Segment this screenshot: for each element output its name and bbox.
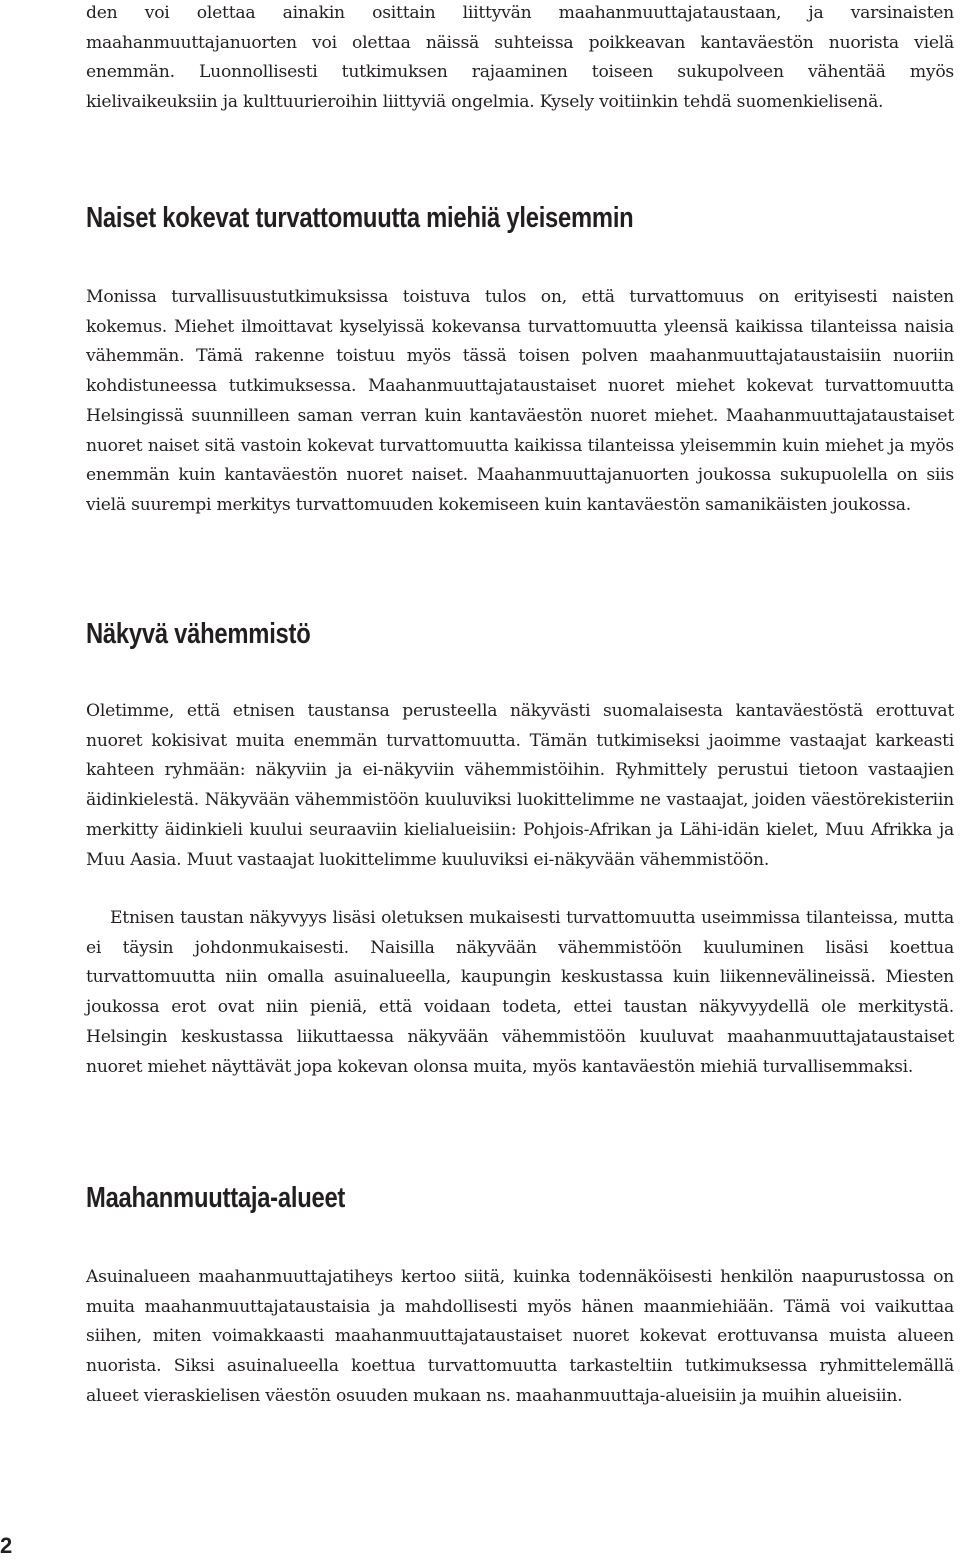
intro-paragraph: den voi olettaa ainakin osittain liittyvän maahanmuuttajataustaan, ja varsinaisten maahanmuuttajanuorten voi olettaa näissä suhteissa poikkeavan kantaväestön nuorista vielä enemmän. Luonnollisesti tutkimuksen rajaaminen toiseen sukupolveen vähentää myös kielivaikeuksiin ja kulttuurieroihin liittyviä ongelmia. Kysely voitiinkin tehdä suomenkielisenä. (86, 3, 954, 113)
section-heading-immigrant-areas: Maahanmuuttaja-alueet (86, 1182, 346, 1214)
section-heading-visible-minority: Näkyvä vähemmistö (86, 618, 311, 650)
section-paragraph: Oletimme, että etnisen taustansa perusteella näkyvästi suomalaisesta kantaväestöstä erottuvat nuoret kokisivat muita enemmän turvattomuutta. Tämän tutkimiseksi jaoimme vastaajat karkeasti kahteen ryhmään: näkyviin ja ei-näkyviin vähemmistöihin. Ryhmittely perustui tietoon vastaajien äidinkielestä. Näkyvään vähemmistöön kuuluviksi luokittelimme ne vastaajat, joiden väestörekisteriin merkitty äidinkieli kuului seuraaviin kielialueisiin: Pohjois-Afrikan ja Lähi-idän kielet, Muu Afrikka ja Muu Aasia. Muut vastaajat luokittelimme kuuluviksi ei-näkyvään vähemmistöön. (86, 701, 954, 870)
page-number: 2 (0, 1533, 13, 1558)
section-heading-women-insecurity: Naiset kokevat turvattomuutta miehiä yleisemmin (86, 202, 634, 234)
section-paragraph: Asuinalueen maahanmuuttajatiheys kertoo siitä, kuinka todennäköisesti henkilön naapurustossa on muita maahanmuuttajataustaisia ja mahdollisesti myös hänen maanmiehiään. Tämä voi vaikuttaa siihen, miten voimakkaasti maahanmuuttajataustaiset nuoret kokevat erottuvansa muista alueen nuorista. Siksi asuinalueella koettua turvattomuutta tarkasteltiin tutkimuksessa ryhmittelemällä alueet vieraskielisen väestön osuuden mukaan ns. maahanmuuttaja-alueisiin ja muihin alueisiin. (86, 1267, 954, 1406)
section-paragraph: Etnisen taustan näkyvyys lisäsi oletuksen mukaisesti turvattomuutta useimmissa tilanteissa, mutta ei täysin johdonmukaisesti. Naisilla näkyvään vähemmistöön kuuluminen lisäsi koettua turvattomuutta niin omalla asuinalueella, kaupungin keskustassa kuin liikennevälineissä. Miesten joukossa erot ovat niin pieniä, että voidaan todeta, ettei taustan näkyvyydellä ole merkitystä. Helsingin keskustassa liikuttaessa näkyvään vähemmistöön kuuluvat maahanmuuttajataustaiset nuoret miehet näyttävät jopa kokevan olonsa muita, myös kantaväestön miehiä turvallisemmaksi. (86, 908, 954, 1077)
section-paragraph: Monissa turvallisuustutkimuksissa toistuva tulos on, että turvattomuus on erityisesti naisten kokemus. Miehet ilmoittavat kyselyissä kokevansa turvattomuutta yleensä kaikissa tilanteissa naisia vähemmän. Tämä rakenne toistuu myös tässä toisen polven maahanmuuttajataustaisiin nuoriin kohdistuneessa tutkimuksessa. Maahanmuuttajataustaiset nuoret miehet kokevat turvattomuutta Helsingissä suunnilleen saman verran kuin kantaväestön nuoret miehet. Maahanmuuttajataustaiset nuoret naiset sitä vastoin kokevat turvattomuutta kaikissa tilanteissa yleisemmin kuin miehet ja myös enemmän kuin kantaväestön nuoret naiset. Maahanmuuttajanuorten joukossa sukupuolella on siis vielä suurempi merkitys turvattomuuden kokemiseen kuin kantaväestön samanikäisten joukossa. (86, 287, 954, 515)
